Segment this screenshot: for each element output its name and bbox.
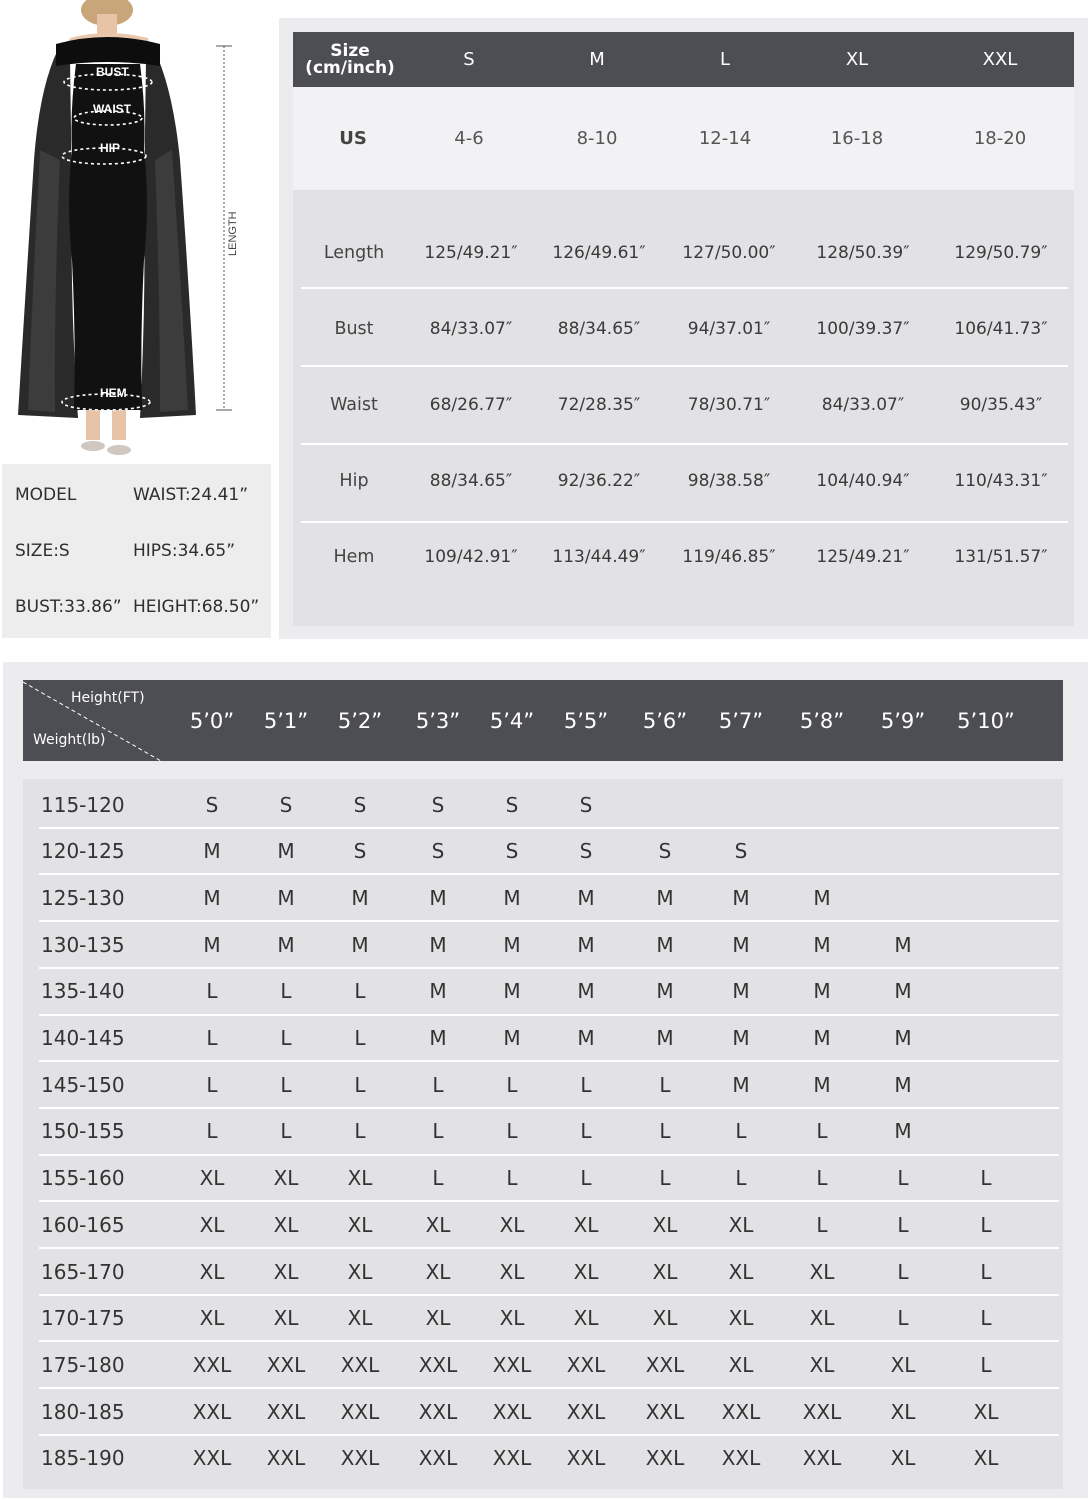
size-cell: M bbox=[351, 932, 369, 957]
size-cell: XXL bbox=[266, 1352, 306, 1377]
hem-label: HEM bbox=[100, 386, 127, 400]
weight-cell: 145-150 bbox=[41, 1072, 125, 1097]
size-cell: XXL bbox=[566, 1352, 606, 1377]
size-cell bbox=[956, 781, 1016, 828]
weight-cell: 140-145 bbox=[41, 1026, 125, 1050]
size-cell: XL bbox=[573, 1306, 599, 1331]
size-cell: L bbox=[206, 1026, 218, 1050]
size-cell bbox=[873, 874, 933, 921]
table-row bbox=[293, 442, 1074, 519]
size-cell: XL bbox=[652, 1306, 678, 1331]
height-col-header: 5’3” bbox=[415, 708, 461, 733]
size-cell: S bbox=[505, 839, 519, 864]
size-cell: M bbox=[351, 885, 369, 910]
model-hips: HIPS:34.65” bbox=[133, 541, 236, 561]
model-size: SIZE:S bbox=[15, 541, 70, 561]
size-cell: XXL bbox=[566, 1446, 606, 1471]
size-cell bbox=[873, 781, 933, 828]
size-cell: XXL bbox=[266, 1399, 306, 1424]
size-cell: XXL bbox=[418, 1352, 458, 1377]
size-cell: XL bbox=[728, 1352, 754, 1377]
table-row bbox=[23, 828, 1063, 875]
size-cell: M bbox=[813, 1072, 831, 1097]
size-header-line1: Size bbox=[330, 40, 370, 61]
size-cell: L bbox=[280, 1072, 292, 1097]
row-label: Hip bbox=[339, 470, 369, 491]
size-cell: XXL bbox=[418, 1446, 458, 1471]
table-cell: 127/50.00″ bbox=[682, 242, 776, 263]
size-cell: L bbox=[280, 1026, 292, 1050]
model-figure bbox=[0, 0, 272, 460]
table-row bbox=[293, 214, 1074, 291]
table-cell: 104/40.94″ bbox=[816, 470, 910, 491]
weight-cell: 150-155 bbox=[41, 1119, 125, 1144]
us-label: US bbox=[339, 128, 367, 149]
size-cell: S bbox=[279, 792, 293, 817]
dress-illustration bbox=[0, 0, 272, 460]
table-row bbox=[23, 874, 1063, 921]
size-cell: L bbox=[980, 1352, 992, 1377]
table-row bbox=[23, 1201, 1063, 1248]
size-cell bbox=[956, 921, 1016, 968]
size-cell bbox=[873, 828, 933, 875]
weight-cell: 125-130 bbox=[41, 885, 125, 910]
size-cell: S bbox=[431, 792, 445, 817]
size-cell: L bbox=[354, 1119, 366, 1144]
size-cell: XXL bbox=[645, 1446, 685, 1471]
size-cell bbox=[956, 968, 1016, 1015]
size-cell: XXL bbox=[802, 1446, 842, 1471]
table-cell: 106/41.73″ bbox=[954, 318, 1048, 339]
model-waist: WAIST:24.41” bbox=[133, 485, 249, 505]
size-cell: L bbox=[280, 1119, 292, 1144]
size-cell: L bbox=[506, 1119, 518, 1144]
size-cell: M bbox=[577, 1026, 595, 1050]
table-cell: 84/33.07″ bbox=[429, 318, 513, 339]
table-cell: 110/43.31″ bbox=[954, 470, 1048, 491]
size-cell: XL bbox=[890, 1446, 916, 1471]
weight-cell: 160-165 bbox=[41, 1212, 125, 1237]
hip-label: HIP bbox=[100, 141, 121, 155]
model-bust: BUST:33.86” bbox=[15, 597, 122, 617]
size-cell: L bbox=[659, 1119, 671, 1144]
size-cell: XL bbox=[499, 1259, 525, 1284]
size-cell: XL bbox=[728, 1306, 754, 1331]
size-cell: XL bbox=[347, 1166, 373, 1191]
size-col-l: L bbox=[719, 49, 731, 70]
table-row bbox=[23, 1108, 1063, 1155]
us-value: 16-18 bbox=[830, 128, 884, 149]
height-weight-chart bbox=[3, 662, 1088, 1498]
table-row bbox=[23, 781, 1063, 828]
size-cell: XL bbox=[273, 1212, 299, 1237]
size-cell: M bbox=[503, 885, 521, 910]
table-cell: 88/34.65″ bbox=[429, 470, 513, 491]
size-chart-header bbox=[293, 32, 1074, 87]
height-weight-body bbox=[23, 779, 1063, 1489]
size-cell: M bbox=[656, 979, 674, 1004]
size-cell: XL bbox=[499, 1306, 525, 1331]
size-cell: L bbox=[432, 1166, 444, 1191]
size-cell: M bbox=[894, 1072, 912, 1097]
size-cell: M bbox=[813, 1026, 831, 1050]
size-cell: XL bbox=[347, 1306, 373, 1331]
size-cell: XXL bbox=[192, 1446, 232, 1471]
size-cell: XL bbox=[199, 1212, 225, 1237]
size-cell bbox=[711, 781, 771, 828]
size-cell: S bbox=[353, 792, 367, 817]
size-cell: XL bbox=[890, 1352, 916, 1377]
waist-label: WAIST bbox=[93, 102, 131, 116]
size-cell: L bbox=[980, 1212, 992, 1237]
table-row bbox=[293, 518, 1074, 595]
table-row bbox=[23, 1341, 1063, 1388]
size-cell bbox=[792, 828, 852, 875]
table-cell: 90/35.43″ bbox=[959, 394, 1043, 415]
size-cell: M bbox=[203, 885, 221, 910]
size-cell: L bbox=[816, 1166, 828, 1191]
table-cell: 84/33.07″ bbox=[821, 394, 905, 415]
size-cell: L bbox=[897, 1212, 909, 1237]
size-header-label bbox=[293, 32, 407, 87]
size-cell: XXL bbox=[721, 1446, 761, 1471]
table-cell: 98/38.58″ bbox=[687, 470, 771, 491]
table-cell: 109/42.91″ bbox=[424, 546, 518, 567]
table-cell: 94/37.01″ bbox=[687, 318, 771, 339]
height-col-header: 5’7” bbox=[718, 708, 764, 733]
size-cell bbox=[956, 874, 1016, 921]
row-label: Waist bbox=[330, 394, 378, 415]
size-cell: L bbox=[735, 1119, 747, 1144]
height-col-header: 5’8” bbox=[799, 708, 845, 733]
table-cell: 129/50.79″ bbox=[954, 242, 1048, 263]
us-value: 8-10 bbox=[576, 128, 618, 149]
size-cell: XL bbox=[273, 1166, 299, 1191]
size-cell: XXL bbox=[802, 1399, 842, 1424]
height-col-header: 5’5” bbox=[563, 708, 609, 733]
size-cell: M bbox=[894, 932, 912, 957]
height-axis-label: Height(FT) bbox=[71, 690, 145, 706]
size-cell: M bbox=[203, 932, 221, 957]
table-cell: 131/51.57″ bbox=[954, 546, 1048, 567]
size-cell: M bbox=[429, 885, 447, 910]
weight-cell: 135-140 bbox=[41, 979, 125, 1004]
table-row bbox=[23, 1061, 1063, 1108]
table-cell: 78/30.71″ bbox=[687, 394, 771, 415]
size-col-xxl: XXL bbox=[982, 49, 1018, 70]
size-cell: XL bbox=[425, 1259, 451, 1284]
size-cell: M bbox=[813, 979, 831, 1004]
size-cell: XL bbox=[809, 1259, 835, 1284]
size-chart bbox=[279, 18, 1088, 639]
size-cell: S bbox=[505, 792, 519, 817]
table-row bbox=[23, 968, 1063, 1015]
table-cell: 125/49.21″ bbox=[816, 546, 910, 567]
size-cell: XXL bbox=[192, 1399, 232, 1424]
size-cell: L bbox=[980, 1306, 992, 1331]
height-col-header: 5’10” bbox=[957, 708, 1015, 733]
weight-cell: 165-170 bbox=[41, 1259, 125, 1284]
size-cell: XXL bbox=[340, 1399, 380, 1424]
model-title: MODEL bbox=[15, 485, 77, 505]
us-value: 18-20 bbox=[973, 128, 1027, 149]
size-cell: L bbox=[354, 979, 366, 1004]
size-cell: M bbox=[277, 885, 295, 910]
size-cell: XL bbox=[652, 1259, 678, 1284]
size-cell: L bbox=[354, 1026, 366, 1050]
size-cell: M bbox=[732, 932, 750, 957]
size-cell: XXL bbox=[492, 1399, 532, 1424]
size-cell: XL bbox=[573, 1259, 599, 1284]
size-cell: L bbox=[206, 979, 218, 1004]
table-row bbox=[23, 1388, 1063, 1435]
size-cell: XL bbox=[573, 1212, 599, 1237]
size-cell: M bbox=[656, 932, 674, 957]
size-cell: M bbox=[894, 979, 912, 1004]
size-cell: M bbox=[813, 932, 831, 957]
table-row bbox=[293, 366, 1074, 443]
size-cell: L bbox=[506, 1072, 518, 1097]
size-cell: XL bbox=[273, 1259, 299, 1284]
size-cell: XXL bbox=[340, 1352, 380, 1377]
size-cell: L bbox=[659, 1166, 671, 1191]
size-cell: S bbox=[734, 839, 748, 864]
size-cell bbox=[635, 781, 695, 828]
size-cell: XL bbox=[728, 1259, 754, 1284]
size-cell: M bbox=[503, 979, 521, 1004]
size-cell: XXL bbox=[492, 1446, 532, 1471]
size-cell: L bbox=[816, 1212, 828, 1237]
size-cell bbox=[956, 1108, 1016, 1155]
size-cell bbox=[956, 1015, 1016, 1062]
size-cell: XL bbox=[273, 1306, 299, 1331]
size-cell: L bbox=[735, 1166, 747, 1191]
us-value: 12-14 bbox=[698, 128, 752, 149]
table-cell: 125/49.21″ bbox=[424, 242, 518, 263]
height-col-header: 5’2” bbox=[337, 708, 383, 733]
table-cell: 100/39.37″ bbox=[816, 318, 910, 339]
size-cell: XL bbox=[652, 1212, 678, 1237]
height-col-header: 5’4” bbox=[489, 708, 535, 733]
size-cell: M bbox=[429, 979, 447, 1004]
size-cell: L bbox=[816, 1119, 828, 1144]
size-cell bbox=[792, 781, 852, 828]
table-cell: 126/49.61″ bbox=[552, 242, 646, 263]
size-cell bbox=[956, 828, 1016, 875]
size-cell: M bbox=[732, 1072, 750, 1097]
size-cell: XL bbox=[199, 1166, 225, 1191]
size-cell: S bbox=[579, 839, 593, 864]
table-row bbox=[23, 1015, 1063, 1062]
us-value: 4-6 bbox=[454, 128, 484, 149]
size-cell: M bbox=[732, 885, 750, 910]
size-cell: S bbox=[205, 792, 219, 817]
size-cell: L bbox=[980, 1166, 992, 1191]
size-cell: M bbox=[429, 932, 447, 957]
size-cell: L bbox=[206, 1072, 218, 1097]
size-cell: M bbox=[503, 932, 521, 957]
size-cell: S bbox=[579, 792, 593, 817]
size-cell: XXL bbox=[340, 1446, 380, 1471]
size-cell: M bbox=[732, 1026, 750, 1050]
height-col-header: 5’9” bbox=[880, 708, 926, 733]
size-cell: XXL bbox=[566, 1399, 606, 1424]
us-size-row bbox=[293, 87, 1074, 190]
table-row bbox=[23, 1155, 1063, 1202]
size-cell: M bbox=[894, 1026, 912, 1050]
size-col-m: M bbox=[589, 49, 605, 70]
size-cell: M bbox=[429, 1026, 447, 1050]
size-cell: XL bbox=[347, 1212, 373, 1237]
weight-cell: 175-180 bbox=[41, 1352, 125, 1377]
size-cell: XXL bbox=[192, 1352, 232, 1377]
size-cell: XL bbox=[809, 1352, 835, 1377]
size-cell: L bbox=[580, 1119, 592, 1144]
size-cell: XL bbox=[973, 1446, 999, 1471]
weight-cell: 185-190 bbox=[41, 1446, 125, 1471]
weight-axis-label: Weight(lb) bbox=[33, 732, 106, 748]
size-cell: XXL bbox=[721, 1399, 761, 1424]
size-cell: M bbox=[732, 979, 750, 1004]
size-cell: L bbox=[897, 1259, 909, 1284]
table-cell: 113/44.49″ bbox=[552, 546, 646, 567]
size-cell: L bbox=[580, 1166, 592, 1191]
table-cell: 88/34.65″ bbox=[557, 318, 641, 339]
weight-cell: 115-120 bbox=[41, 792, 125, 817]
bust-label: BUST bbox=[96, 65, 129, 79]
measurement-rows bbox=[293, 190, 1074, 626]
size-cell: M bbox=[656, 1026, 674, 1050]
table-cell: 119/46.85″ bbox=[682, 546, 776, 567]
size-cell: L bbox=[580, 1072, 592, 1097]
size-cell: M bbox=[203, 839, 221, 864]
table-cell: 92/36.22″ bbox=[557, 470, 641, 491]
size-cell: XXL bbox=[418, 1399, 458, 1424]
size-cell: S bbox=[353, 839, 367, 864]
height-col-header: 5’0” bbox=[189, 708, 235, 733]
row-label: Bust bbox=[334, 318, 374, 339]
size-cell: L bbox=[206, 1119, 218, 1144]
size-cell: XL bbox=[499, 1212, 525, 1237]
table-row bbox=[293, 290, 1074, 367]
height-col-header: 5’1” bbox=[263, 708, 309, 733]
height-col-header: 5’6” bbox=[642, 708, 688, 733]
size-cell: M bbox=[577, 979, 595, 1004]
size-cell: XL bbox=[890, 1399, 916, 1424]
table-cell: 72/28.35″ bbox=[557, 394, 641, 415]
size-col-xl: XL bbox=[845, 49, 869, 70]
size-cell: L bbox=[897, 1166, 909, 1191]
size-cell: L bbox=[897, 1306, 909, 1331]
weight-cell: 130-135 bbox=[41, 932, 125, 957]
size-cell: M bbox=[577, 932, 595, 957]
size-cell: M bbox=[656, 885, 674, 910]
size-cell: L bbox=[659, 1072, 671, 1097]
size-cell: M bbox=[277, 839, 295, 864]
model-info-box bbox=[2, 464, 271, 638]
size-cell: XXL bbox=[645, 1399, 685, 1424]
size-cell: XL bbox=[425, 1212, 451, 1237]
weight-cell: 120-125 bbox=[41, 839, 125, 864]
size-cell: L bbox=[354, 1072, 366, 1097]
size-cell: XL bbox=[199, 1306, 225, 1331]
size-cell: XL bbox=[347, 1259, 373, 1284]
table-cell: 128/50.39″ bbox=[816, 242, 910, 263]
size-cell: L bbox=[432, 1072, 444, 1097]
size-cell: XXL bbox=[492, 1352, 532, 1377]
size-cell: M bbox=[577, 885, 595, 910]
height-weight-header bbox=[23, 680, 1063, 761]
size-cell: M bbox=[277, 932, 295, 957]
table-row bbox=[23, 921, 1063, 968]
table-cell: 68/26.77″ bbox=[429, 394, 513, 415]
size-col-s: S bbox=[463, 49, 475, 70]
table-row bbox=[23, 1435, 1063, 1482]
length-label: LENGTH bbox=[227, 211, 239, 256]
row-label: Hem bbox=[333, 546, 375, 567]
size-cell: M bbox=[894, 1119, 912, 1144]
size-cell: L bbox=[432, 1119, 444, 1144]
size-cell: XL bbox=[425, 1306, 451, 1331]
size-cell: XL bbox=[809, 1306, 835, 1331]
weight-cell: 170-175 bbox=[41, 1306, 125, 1331]
weight-cell: 180-185 bbox=[41, 1399, 125, 1424]
weight-cell: 155-160 bbox=[41, 1166, 125, 1191]
size-cell: M bbox=[813, 885, 831, 910]
size-header-line2: (cm/inch) bbox=[305, 57, 395, 78]
size-cell: M bbox=[503, 1026, 521, 1050]
size-cell: XL bbox=[973, 1399, 999, 1424]
size-cell: XL bbox=[199, 1259, 225, 1284]
model-height: HEIGHT:68.50” bbox=[133, 597, 260, 617]
table-row bbox=[23, 1248, 1063, 1295]
size-cell: L bbox=[506, 1166, 518, 1191]
size-cell: S bbox=[431, 839, 445, 864]
size-cell bbox=[956, 1061, 1016, 1108]
table-row bbox=[23, 1295, 1063, 1342]
size-cell: L bbox=[280, 979, 292, 1004]
size-cell: XL bbox=[728, 1212, 754, 1237]
size-cell: XXL bbox=[645, 1352, 685, 1377]
size-cell: S bbox=[658, 839, 672, 864]
size-cell: L bbox=[980, 1259, 992, 1284]
size-cell: XXL bbox=[266, 1446, 306, 1471]
row-label: Length bbox=[323, 242, 385, 263]
